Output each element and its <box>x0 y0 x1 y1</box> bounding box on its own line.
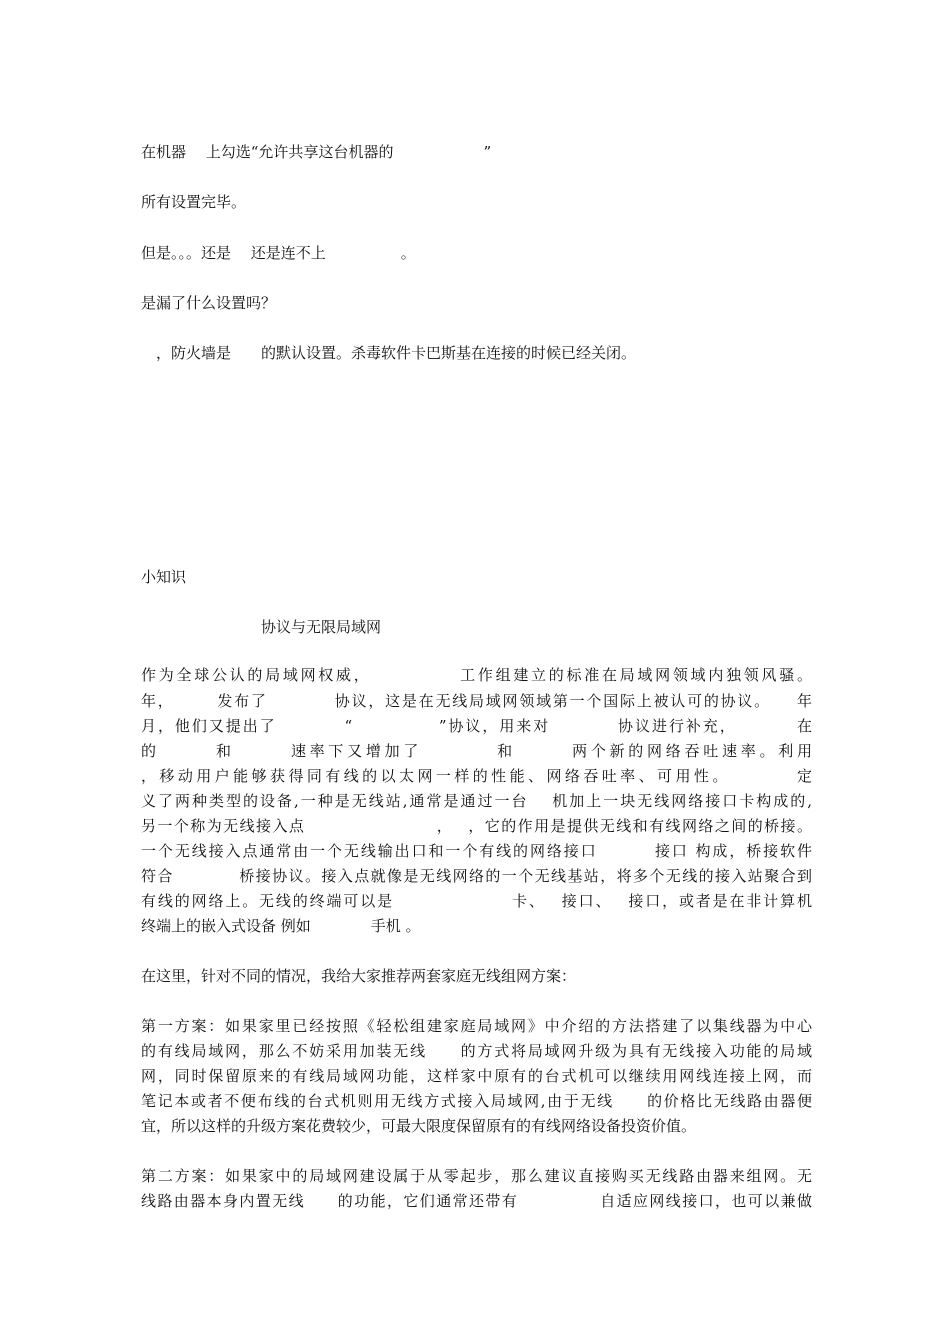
paragraph-line: 另一个称为无线接入点 ， ，它的作用是提供无线和有线网络之间的桥接。 <box>141 817 812 835</box>
section-title: 协议与无限局域网 <box>141 618 382 636</box>
paragraph-line: ，移动用户能够获得同有线的以太网一样的性能、网络吞吐率、可用性。 定 <box>141 767 812 785</box>
intro-line: 在这里，针对不同的情况，我给大家推荐两套家庭无线组网方案： <box>141 967 577 985</box>
text-line: ，防火墙是 的默认设置。杀毒软件卡巴斯基在连接的时候已经关闭。 <box>141 344 637 362</box>
text-line: 在机器 上勾选“允许共享这台机器的 ” <box>141 143 492 161</box>
paragraph-line: 月，他们又提出了 “ ”协议，用来对 协议进行补充， 在 <box>141 717 812 735</box>
plan1-line: 笔记本或者不便布线的台式机则用无线方式接入局域网,由于无线 的价格比无线路由器便 <box>141 1092 812 1110</box>
paragraph-line: 义了两种类型的设备,一种是无线站,通常是通过一台 机加上一块无线网络接口卡构成的, <box>141 792 812 810</box>
paragraph-line: 符合 桥接协议。接入点就像是无线网络的一个无线基站，将多个无线的接入站聚合到 <box>141 867 812 885</box>
paragraph-line: 终端上的嵌入式设备 例如 手机 。 <box>141 917 421 935</box>
plan1-line: 宜，所以这样的升级方案花费较少，可最大限度保留原有的有线网络设备投资价值。 <box>141 1117 697 1135</box>
plan1-line: 网，同时保留原来的有线局域网功能，这样家中原有的台式机可以继续用网线连接上网，而 <box>141 1067 812 1085</box>
plan1-line: 第一方案：如果家里已经按照《轻松组建家庭局域网》中介绍的方法搭建了以集线器为中心 <box>141 1017 812 1035</box>
paragraph-line: 作为全球公认的局域网权威， 工作组建立的标准在局域网领域内独领风骚。 <box>141 666 812 684</box>
section-label: 小知识 <box>141 568 187 586</box>
paragraph-line: 的 和 速率下又增加了 和 两个新的网络吞吐速率。利用 <box>141 742 812 760</box>
text-line: 是漏了什么设置吗？ <box>141 294 277 312</box>
paragraph-line: 年， 发布了 协议，这是在无线局域网领域第一个国际上被认可的协议。 年 <box>141 692 812 710</box>
plan2-line: 线路由器本身内置无线 的功能，它们通常还带有 自适应网线接口，也可以兼做 <box>141 1192 812 1210</box>
paragraph-line: 一个无线接入点通常由一个无线输出口和一个有线的网络接口 接口 构成，桥接软件 <box>141 842 812 860</box>
text-line: 但是。。。还是 还是连不上 。 <box>141 244 416 262</box>
text-line: 所有设置完毕。 <box>141 193 247 211</box>
plan2-line: 第二方案：如果家中的局域网建设属于从零起步，那么建议直接购买无线路由器来组网。无 <box>141 1167 812 1185</box>
paragraph-line: 有线的网络上。无线的终端可以是 卡、 接口、 接口，或者是在非计算机 <box>141 892 812 910</box>
plan1-line: 的有线局域网，那么不妨采用加装无线 的方式将局域网升级为具有无线接入功能的局域 <box>141 1042 812 1060</box>
